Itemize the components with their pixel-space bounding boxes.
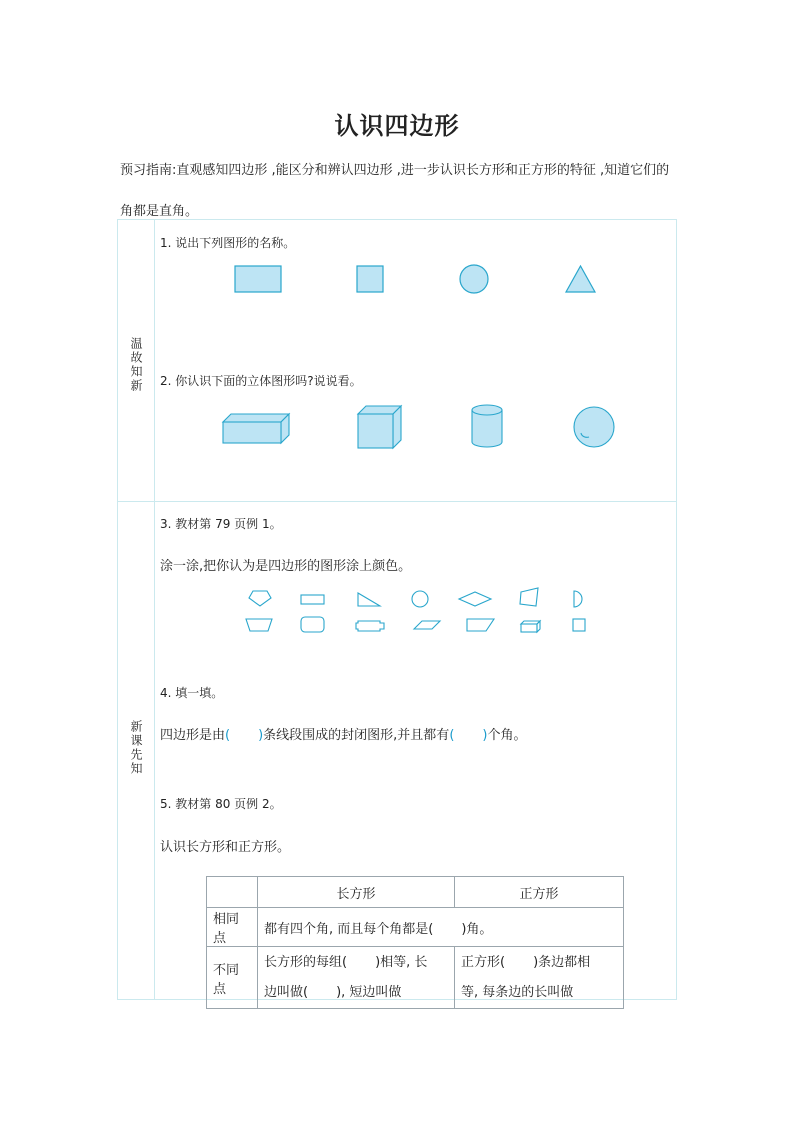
q4-close-paren-2: ) [482,728,488,743]
preview-guide: 预习指南:直观感知四边形 ,能区分和辨认四边形 ,进一步认识长方形和正方形的特征 ,知道它们的角都是直角。 [120,163,670,219]
header-empty-cell [207,877,258,908]
q4-part-c: 个角。 [487,728,527,743]
circle-shape [412,591,428,607]
question-3-instruction: 涂一涂,把你认为是四边形的图形涂上颜色。 [160,559,412,574]
q4-open-paren-2: ( [449,728,455,743]
rect-diff-line-2 [264,978,448,1008]
rect-diff-line-1 [264,948,448,978]
same-text-a: 都有四个角, 而且每个角都是( [264,921,434,937]
q4-part-a: 四边形是由 [160,728,226,743]
rounded-rectangle-shape [301,617,324,632]
question-1: 1. 说出下列图形的名称。 [160,236,296,250]
semicircle-shape [574,591,582,607]
irregular-quadrilateral-shape [520,588,538,606]
sphere-shape [574,407,614,447]
table-header-row [207,877,624,908]
square-diff-line-1 [461,948,617,978]
column-divider [154,220,155,999]
section-label-new: 新课先知 [129,720,143,776]
rhombus-shape [459,592,491,606]
rectangle-shape [301,595,324,604]
parallelogram-shape [414,621,440,629]
square-diff-line-2: 等, 每条边的长叫做 [461,984,574,1000]
trapezoid-shape [246,619,272,631]
right-triangle-shape [358,593,380,606]
same-label: 相同点 [207,908,258,947]
question-3: 3. 教材第 79 页例 1。 [160,517,282,531]
cube-shape [358,406,401,448]
section-label-review: 温故知新 [129,337,143,393]
diff-label: 不同点 [207,947,258,1009]
q4-open-paren-1: ( [225,728,231,743]
cylinder-shape [472,405,502,447]
square-diff-text [455,947,624,1009]
question-5: 5. 教材第 80 页例 2。 [160,797,282,811]
question-2: 2. 你认识下面的立体图形吗?说说看。 [160,374,362,388]
circle-shape [460,265,488,293]
solid-shapes [215,400,625,452]
same-text-b: )角。 [461,921,493,937]
q4-close-paren-1: ) [258,728,264,743]
square-shape [357,266,383,292]
plane-shapes [225,258,615,300]
table-row-same [207,908,624,947]
comparison-table [206,876,624,1009]
rect-line1-b: )相等, 长 [375,954,428,970]
row-divider [118,501,676,502]
right-trapezoid-shape [467,619,494,631]
rect-diff-text [258,947,455,1009]
small-square-shape [573,619,585,631]
coloring-shapes [240,586,600,638]
table-row-diff [207,947,624,1009]
small-cuboid-shape [521,621,540,632]
q4-part-b: 条线段围成的封闭图形,并且都有 [263,728,450,743]
question-4: 4. 填一填。 [160,686,224,700]
rectangle-shape [235,266,281,292]
sq-line1-a: 正方形( [461,954,506,970]
rect-line2-a: 边叫做( [264,984,309,1000]
cuboid-shape [223,414,289,443]
header-rectangle: 长方形 [258,877,455,908]
page-title: 认识四边形 [334,112,460,140]
triangle-shape [566,266,595,292]
question-4-sentence [160,724,526,743]
sq-line1-b: )条边都相 [533,954,591,970]
question-5-instruction: 认识长方形和正方形。 [160,840,291,855]
rect-line2-b: ), 短边叫做 [336,984,402,1000]
notched-shape [356,621,384,631]
rect-line1-a: 长方形的每组( [264,954,348,970]
header-square: 正方形 [455,877,624,908]
pentagon-shape [249,591,271,606]
same-text [258,908,624,947]
